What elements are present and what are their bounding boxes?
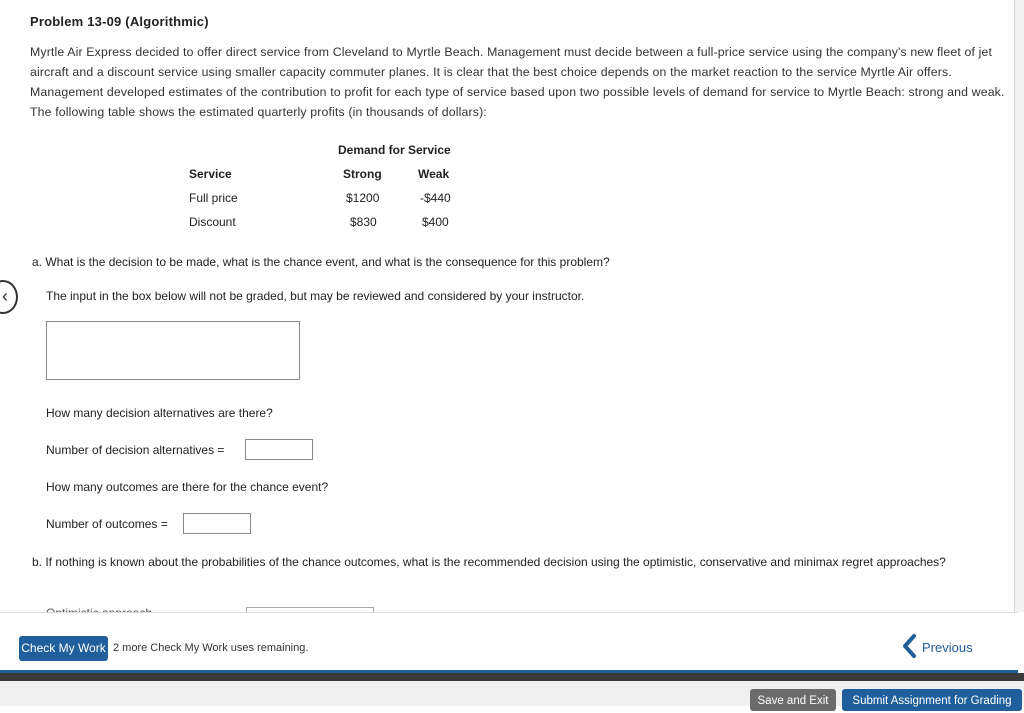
part-b-question: b. If nothing is known about the probabilities of the chance outcomes, what is the recommended decision using the optimistic, conservative and minimax regret approaches? — [32, 555, 946, 569]
chevron-left-icon[interactable] — [902, 634, 916, 658]
table-cell-service: Full price — [189, 191, 238, 205]
alternatives-label: Number of decision alternatives = — [46, 443, 225, 457]
outcomes-question: How many outcomes are there for the chance event? — [46, 480, 329, 494]
table-cell-strong: $1200 — [346, 191, 380, 205]
table-header-strong: Strong — [343, 167, 382, 181]
table-header-weak: Weak — [418, 167, 450, 181]
outcomes-label: Number of outcomes = — [46, 517, 168, 531]
alternatives-question: How many decision alternatives are there? — [46, 406, 273, 420]
problem-title: Problem 13-09 (Algorithmic) — [30, 14, 209, 29]
outcomes-input[interactable] — [183, 513, 251, 534]
problem-intro: Myrtle Air Express decided to offer direct service from Cleveland to Myrtle Beach. Management must decide between a full-price service using the company's new fleet of jet aircraft and a discount service using smaller capacity commuter planes. It is clear that the best choice depends on the market reaction to the service Myrtle Air offers. Management developed estimates of the contribution to profit for each type of service based upon two possible levels of demand for service to Myrtle Beach: strong and weak. The following table shows the estimated quarterly profits (in thousands of dollars): — [30, 45, 1005, 119]
part-a-question: a. What is the decision to be made, what is the chance event, and what is the consequence for this problem? — [32, 255, 610, 269]
previous-button[interactable]: Previous — [922, 640, 973, 655]
table-cell-weak: -$440 — [420, 191, 451, 205]
scrollbar[interactable] — [1015, 0, 1024, 612]
table-group-header: Demand for Service — [338, 143, 451, 157]
check-my-work-button[interactable]: Check My Work — [19, 636, 108, 661]
part-a-answer-textarea[interactable] — [46, 321, 300, 380]
chevron-left-icon: ‹ — [2, 286, 8, 306]
table-header-service: Service — [189, 167, 232, 181]
collapse-panel-button[interactable] — [0, 280, 18, 314]
table-cell-weak: $400 — [422, 215, 449, 229]
table-cell-service: Discount — [189, 215, 236, 229]
ungraded-note: The input in the box below will not be graded, but may be reviewed and considered by your instructor. — [46, 289, 585, 303]
save-and-exit-button[interactable]: Save and Exit — [750, 689, 836, 711]
alternatives-input[interactable] — [245, 439, 313, 460]
table-cell-strong: $830 — [350, 215, 377, 229]
remaining-checks-text: 2 more Check My Work uses remaining. — [113, 642, 309, 654]
dark-divider — [0, 673, 1024, 681]
submit-assignment-button[interactable]: Submit Assignment for Grading — [842, 689, 1022, 711]
